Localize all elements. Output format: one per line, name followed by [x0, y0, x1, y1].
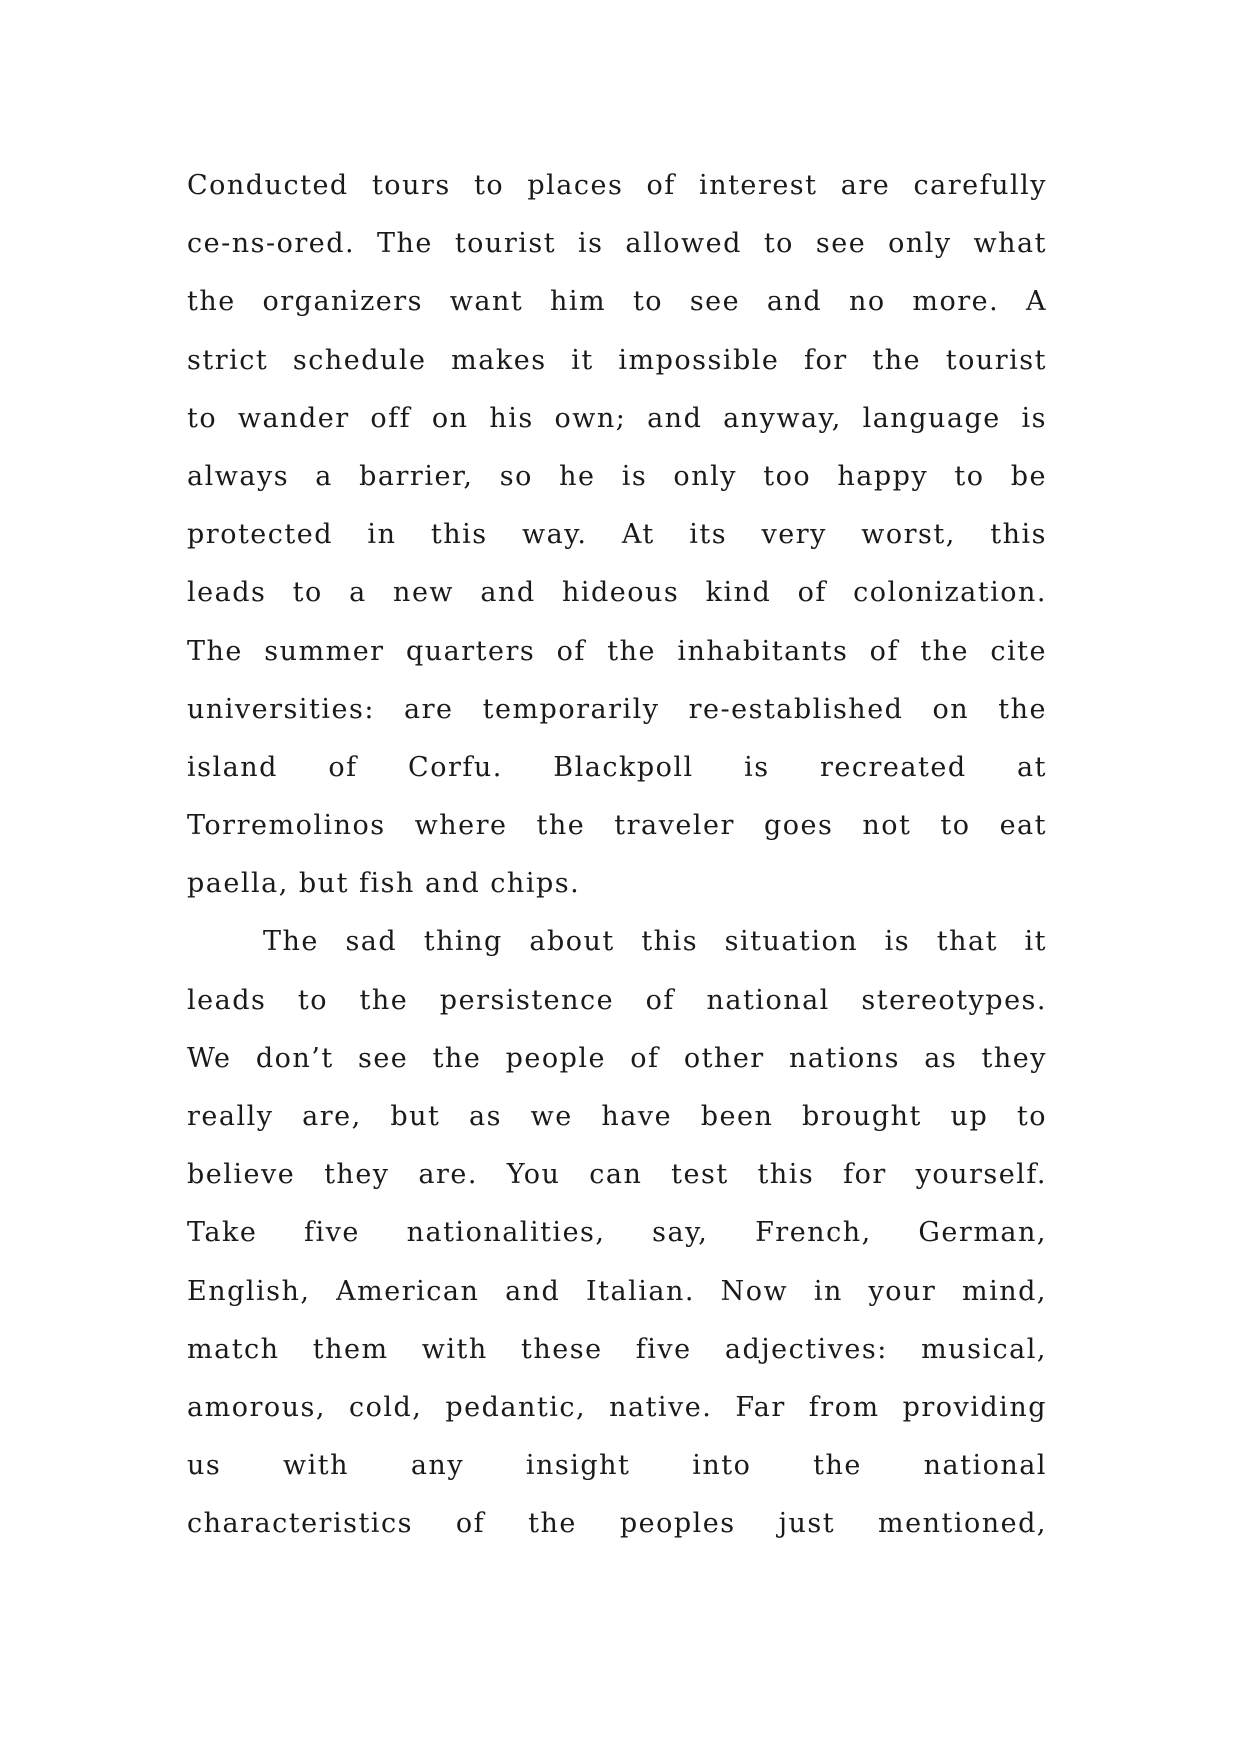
text-line: protected in this way. At its very worst, this	[187, 519, 1047, 551]
text-line: leads to a new and hideous kind of colonization.	[187, 577, 1047, 609]
text-line: always a barrier, so he is only too happy to be	[187, 460, 1047, 492]
paragraph-end-line: paella, but fish and chips.	[187, 868, 581, 900]
text-line: Conducted tours to places of interest are carefully	[187, 170, 1047, 201]
text-line: characteristics of the peoples just mentioned,	[187, 1508, 1047, 1540]
text-line: universities: are temporarily re-established on the	[187, 693, 1047, 725]
text-line: The summer quarters of the inhabitants of the cite	[187, 635, 1047, 667]
paragraph-start-line: The sad thing about this situation is that it	[263, 926, 1047, 958]
text-line: ce-ns-ored. The tourist is allowed to see only what	[187, 228, 1047, 260]
text-line: believe they are. You can test this for yourself.	[187, 1159, 1047, 1191]
text-line: We don’t see the people of other nations as they	[187, 1042, 1047, 1074]
text-line: leads to the persistence of national stereotypes.	[187, 984, 1047, 1016]
text-line: amorous, cold, pedantic, native. Far from providing	[187, 1391, 1047, 1423]
body-text	[187, 162, 1047, 1559]
text-line: to wander off on his own; and anyway, language is	[187, 402, 1047, 434]
text-line: match them with these five adjectives: musical,	[187, 1333, 1047, 1365]
text-line: Torremolinos where the traveler goes not to eat	[187, 810, 1047, 842]
text-line: the organizers want him to see and no more. A	[187, 286, 1047, 318]
text-line: English, American and Italian. Now in your mind,	[187, 1275, 1047, 1307]
text-line: us with any insight into the national	[187, 1450, 1047, 1482]
text-line: really are, but as we have been brought up to	[187, 1101, 1047, 1132]
text-line: strict schedule makes it impossible for the tourist	[187, 344, 1047, 376]
text-line: Take five nationalities, say, French, German,	[187, 1217, 1047, 1249]
text-line: island of Corfu. Blackpoll is recreated at	[187, 751, 1047, 783]
